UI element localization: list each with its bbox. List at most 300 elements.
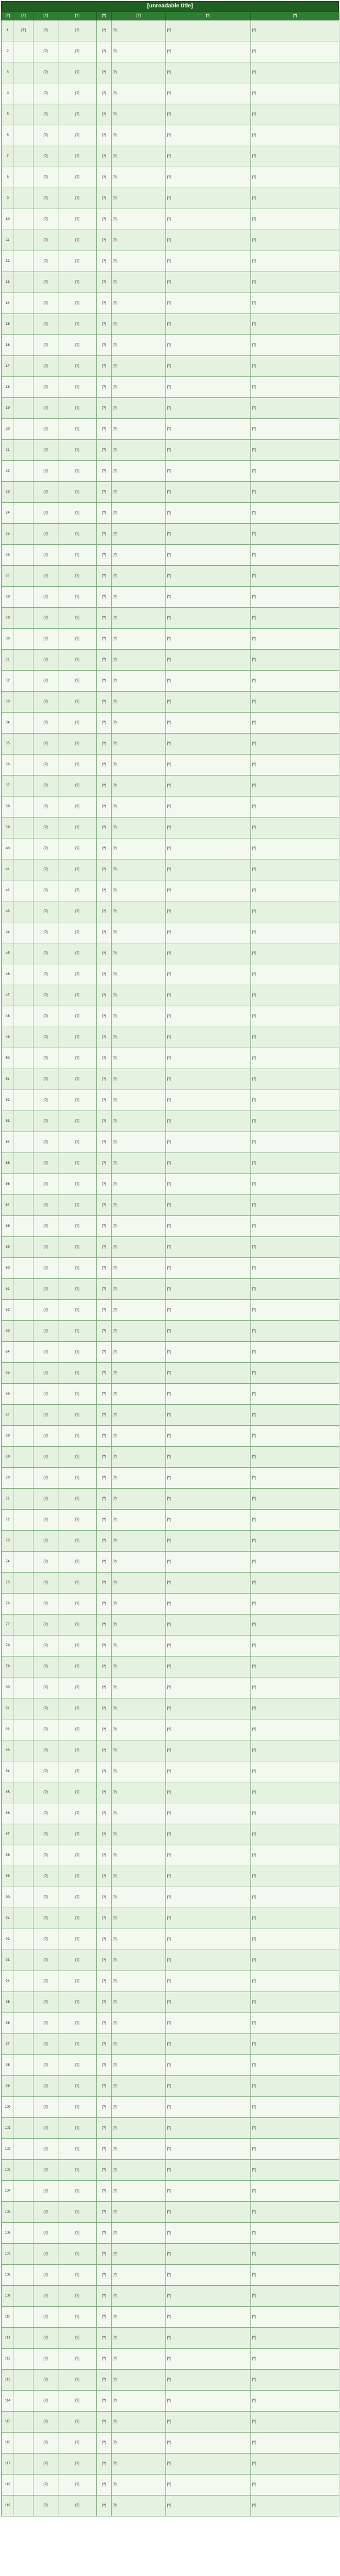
row-unit: [?] bbox=[112, 356, 166, 377]
row-number: 29 bbox=[2, 608, 14, 629]
row-age: [?] bbox=[97, 713, 112, 734]
table-row bbox=[2, 2181, 339, 2202]
row-contact: [?] bbox=[58, 440, 97, 461]
row-contact: [?] bbox=[58, 964, 97, 985]
row-age: [?] bbox=[97, 1740, 112, 1761]
row-unit: [?] bbox=[112, 167, 166, 188]
row-unit: [?] bbox=[112, 2013, 166, 2034]
row-focus: [?] bbox=[251, 2160, 339, 2181]
row-contact: [?] bbox=[58, 104, 97, 125]
row-name: [?] bbox=[33, 1719, 58, 1740]
row-unit: [?] bbox=[112, 2433, 166, 2454]
row-county bbox=[14, 209, 33, 230]
row-unit: [?] bbox=[112, 62, 166, 83]
row-county bbox=[14, 83, 33, 104]
row-unit: [?] bbox=[112, 1426, 166, 1447]
row-unit: [?] bbox=[112, 1258, 166, 1279]
row-number: 97 bbox=[2, 2034, 14, 2055]
row-number: 10 bbox=[2, 209, 14, 230]
row-county bbox=[14, 1405, 33, 1426]
row-number: 5 bbox=[2, 104, 14, 125]
row-contact: [?] bbox=[58, 125, 97, 146]
row-time: [?] bbox=[166, 1510, 251, 1531]
table-row bbox=[2, 650, 339, 671]
row-number: 85 bbox=[2, 1782, 14, 1803]
table-row bbox=[2, 83, 339, 104]
document-sheet bbox=[1, 1, 339, 2516]
row-number: 52 bbox=[2, 1090, 14, 1111]
row-county bbox=[14, 1174, 33, 1195]
row-number: 35 bbox=[2, 734, 14, 755]
row-time: [?] bbox=[166, 755, 251, 776]
row-focus: [?] bbox=[251, 1992, 339, 2013]
table-row bbox=[2, 1447, 339, 1468]
row-focus: [?] bbox=[251, 524, 339, 545]
row-county bbox=[14, 2286, 33, 2307]
row-number: 96 bbox=[2, 2013, 14, 2034]
row-focus: [?] bbox=[251, 1405, 339, 1426]
row-contact: [?] bbox=[58, 2118, 97, 2139]
row-contact: [?] bbox=[58, 1531, 97, 1552]
table-row bbox=[2, 314, 339, 335]
row-county bbox=[14, 419, 33, 440]
row-number: 71 bbox=[2, 1489, 14, 1510]
row-contact: [?] bbox=[58, 1552, 97, 1573]
row-unit: [?] bbox=[112, 2496, 166, 2516]
row-name: [?] bbox=[33, 2307, 58, 2328]
row-focus: [?] bbox=[251, 2244, 339, 2265]
row-time: [?] bbox=[166, 1258, 251, 1279]
table-row bbox=[2, 398, 339, 419]
row-focus: [?] bbox=[251, 1866, 339, 1887]
row-county: [?] bbox=[14, 20, 33, 41]
row-county bbox=[14, 398, 33, 419]
row-focus: [?] bbox=[251, 461, 339, 482]
row-contact: [?] bbox=[58, 1866, 97, 1887]
row-focus: [?] bbox=[251, 2370, 339, 2391]
row-contact: [?] bbox=[58, 1719, 97, 1740]
row-county bbox=[14, 650, 33, 671]
row-focus: [?] bbox=[251, 146, 339, 167]
row-time: [?] bbox=[166, 83, 251, 104]
table-row bbox=[2, 1069, 339, 1090]
table-header-row bbox=[2, 12, 339, 20]
row-number: 50 bbox=[2, 1048, 14, 1069]
row-unit: [?] bbox=[112, 1216, 166, 1237]
row-number: 38 bbox=[2, 796, 14, 817]
row-county bbox=[14, 1740, 33, 1761]
row-time: [?] bbox=[166, 461, 251, 482]
table-row bbox=[2, 1237, 339, 1258]
row-number: 61 bbox=[2, 1279, 14, 1300]
row-county bbox=[14, 901, 33, 922]
row-county bbox=[14, 1866, 33, 1887]
row-contact: [?] bbox=[58, 1489, 97, 1510]
table-row bbox=[2, 2202, 339, 2223]
row-county bbox=[14, 587, 33, 608]
table-row bbox=[2, 1803, 339, 1824]
row-focus: [?] bbox=[251, 2412, 339, 2433]
row-unit: [?] bbox=[112, 1027, 166, 1048]
table-row bbox=[2, 356, 339, 377]
row-focus: [?] bbox=[251, 293, 339, 314]
row-number: 72 bbox=[2, 1510, 14, 1531]
row-contact: [?] bbox=[58, 880, 97, 901]
row-county bbox=[14, 566, 33, 587]
row-name: [?] bbox=[33, 2286, 58, 2307]
row-county bbox=[14, 2013, 33, 2034]
row-age: [?] bbox=[97, 985, 112, 1006]
row-unit: [?] bbox=[112, 272, 166, 293]
row-focus: [?] bbox=[251, 1195, 339, 1216]
row-number: 95 bbox=[2, 1992, 14, 2013]
table-row bbox=[2, 62, 339, 83]
row-age: [?] bbox=[97, 251, 112, 272]
row-contact: [?] bbox=[58, 629, 97, 650]
row-focus: [?] bbox=[251, 2118, 339, 2139]
row-focus: [?] bbox=[251, 1719, 339, 1740]
row-contact: [?] bbox=[58, 1237, 97, 1258]
row-age: [?] bbox=[97, 482, 112, 503]
row-age: [?] bbox=[97, 2139, 112, 2160]
row-contact: [?] bbox=[58, 251, 97, 272]
row-focus: [?] bbox=[251, 859, 339, 880]
row-age: [?] bbox=[97, 1761, 112, 1782]
row-unit: [?] bbox=[112, 2055, 166, 2076]
row-time: [?] bbox=[166, 2097, 251, 2118]
row-number: 30 bbox=[2, 629, 14, 650]
row-name: [?] bbox=[33, 1006, 58, 1027]
row-contact: [?] bbox=[58, 2139, 97, 2160]
row-unit: [?] bbox=[112, 1992, 166, 2013]
row-unit: [?] bbox=[112, 1468, 166, 1489]
row-contact: [?] bbox=[58, 1069, 97, 1090]
row-number: 11 bbox=[2, 230, 14, 251]
row-contact: [?] bbox=[58, 2286, 97, 2307]
table-row bbox=[2, 2307, 339, 2328]
row-unit: [?] bbox=[112, 1845, 166, 1866]
row-unit: [?] bbox=[112, 2034, 166, 2055]
row-focus: [?] bbox=[251, 1132, 339, 1153]
row-unit: [?] bbox=[112, 1195, 166, 1216]
row-number: 7 bbox=[2, 146, 14, 167]
row-contact: [?] bbox=[58, 2412, 97, 2433]
row-name: [?] bbox=[33, 2013, 58, 2034]
row-county bbox=[14, 461, 33, 482]
table-row bbox=[2, 985, 339, 1006]
table-row bbox=[2, 1426, 339, 1447]
table-row bbox=[2, 1929, 339, 1950]
row-number: 70 bbox=[2, 1468, 14, 1489]
row-number: 112 bbox=[2, 2349, 14, 2370]
row-age: [?] bbox=[97, 755, 112, 776]
row-number: 99 bbox=[2, 2076, 14, 2097]
row-focus: [?] bbox=[251, 1069, 339, 1090]
row-age: [?] bbox=[97, 83, 112, 104]
table-row bbox=[2, 2055, 339, 2076]
row-time: [?] bbox=[166, 1531, 251, 1552]
row-county bbox=[14, 2370, 33, 2391]
row-county bbox=[14, 1761, 33, 1782]
row-focus: [?] bbox=[251, 209, 339, 230]
table-row bbox=[2, 608, 339, 629]
row-number: 2 bbox=[2, 41, 14, 62]
row-time: [?] bbox=[166, 1887, 251, 1908]
row-focus: [?] bbox=[251, 482, 339, 503]
row-county bbox=[14, 2181, 33, 2202]
row-unit: [?] bbox=[112, 901, 166, 922]
row-county bbox=[14, 1027, 33, 1048]
row-name: [?] bbox=[33, 146, 58, 167]
row-number: 102 bbox=[2, 2139, 14, 2160]
row-focus: [?] bbox=[251, 1279, 339, 1300]
column-header: [?] bbox=[14, 12, 33, 20]
row-unit: [?] bbox=[112, 1656, 166, 1677]
row-contact: [?] bbox=[58, 1761, 97, 1782]
row-age: [?] bbox=[97, 1300, 112, 1321]
row-age: [?] bbox=[97, 1384, 112, 1405]
row-age: [?] bbox=[97, 1006, 112, 1027]
row-unit: [?] bbox=[112, 1803, 166, 1824]
table-body bbox=[2, 20, 339, 2516]
table-row bbox=[2, 1573, 339, 1594]
row-focus: [?] bbox=[251, 692, 339, 713]
row-unit: [?] bbox=[112, 20, 166, 41]
table-row bbox=[2, 1636, 339, 1656]
row-time: [?] bbox=[166, 1237, 251, 1258]
row-unit: [?] bbox=[112, 734, 166, 755]
row-age: [?] bbox=[97, 1845, 112, 1866]
row-age: [?] bbox=[97, 796, 112, 817]
row-contact: [?] bbox=[58, 377, 97, 398]
row-contact: [?] bbox=[58, 83, 97, 104]
row-number: 43 bbox=[2, 901, 14, 922]
row-number: 16 bbox=[2, 335, 14, 356]
row-time: [?] bbox=[166, 104, 251, 125]
row-county bbox=[14, 251, 33, 272]
row-time: [?] bbox=[166, 1824, 251, 1845]
row-name: [?] bbox=[33, 1803, 58, 1824]
row-age: [?] bbox=[97, 922, 112, 943]
row-county bbox=[14, 2454, 33, 2475]
row-unit: [?] bbox=[112, 1971, 166, 1992]
row-contact: [?] bbox=[58, 1090, 97, 1111]
row-unit: [?] bbox=[112, 964, 166, 985]
row-number: 119 bbox=[2, 2496, 14, 2516]
row-county bbox=[14, 2391, 33, 2412]
table-row bbox=[2, 1824, 339, 1845]
row-contact: [?] bbox=[58, 1887, 97, 1908]
row-age: [?] bbox=[97, 1677, 112, 1698]
row-county bbox=[14, 1929, 33, 1950]
row-contact: [?] bbox=[58, 1111, 97, 1132]
table-row bbox=[2, 272, 339, 293]
row-number: 8 bbox=[2, 167, 14, 188]
row-age: [?] bbox=[97, 566, 112, 587]
row-name: [?] bbox=[33, 1866, 58, 1887]
row-age: [?] bbox=[97, 1111, 112, 1132]
row-focus: [?] bbox=[251, 1782, 339, 1803]
row-focus: [?] bbox=[251, 2265, 339, 2286]
row-contact: [?] bbox=[58, 1300, 97, 1321]
row-contact: [?] bbox=[58, 1782, 97, 1803]
row-contact: [?] bbox=[58, 503, 97, 524]
table-row bbox=[2, 41, 339, 62]
row-focus: [?] bbox=[251, 2475, 339, 2496]
table-row bbox=[2, 1279, 339, 1300]
row-name: [?] bbox=[33, 62, 58, 83]
row-number: 91 bbox=[2, 1908, 14, 1929]
row-time: [?] bbox=[166, 713, 251, 734]
row-time: [?] bbox=[166, 1761, 251, 1782]
row-name: [?] bbox=[33, 503, 58, 524]
row-age: [?] bbox=[97, 1552, 112, 1573]
row-contact: [?] bbox=[58, 1677, 97, 1698]
row-name: [?] bbox=[33, 1761, 58, 1782]
table-row bbox=[2, 1698, 339, 1719]
row-county bbox=[14, 2055, 33, 2076]
row-county bbox=[14, 2034, 33, 2055]
table-row bbox=[2, 2223, 339, 2244]
row-name: [?] bbox=[33, 230, 58, 251]
row-name: [?] bbox=[33, 293, 58, 314]
row-contact: [?] bbox=[58, 1027, 97, 1048]
row-age: [?] bbox=[97, 901, 112, 922]
row-number: 33 bbox=[2, 692, 14, 713]
row-number: 31 bbox=[2, 650, 14, 671]
row-unit: [?] bbox=[112, 922, 166, 943]
table-row bbox=[2, 377, 339, 398]
row-name: [?] bbox=[33, 1573, 58, 1594]
row-time: [?] bbox=[166, 776, 251, 796]
row-focus: [?] bbox=[251, 1845, 339, 1866]
row-focus: [?] bbox=[251, 398, 339, 419]
row-name: [?] bbox=[33, 209, 58, 230]
table-row bbox=[2, 1258, 339, 1279]
row-name: [?] bbox=[33, 1929, 58, 1950]
row-time: [?] bbox=[166, 2013, 251, 2034]
row-number: 109 bbox=[2, 2286, 14, 2307]
row-number: 117 bbox=[2, 2454, 14, 2475]
row-contact: [?] bbox=[58, 796, 97, 817]
row-unit: [?] bbox=[112, 2286, 166, 2307]
row-time: [?] bbox=[166, 629, 251, 650]
row-county bbox=[14, 1006, 33, 1027]
row-unit: [?] bbox=[112, 2139, 166, 2160]
row-number: 47 bbox=[2, 985, 14, 1006]
row-age: [?] bbox=[97, 692, 112, 713]
row-unit: [?] bbox=[112, 1384, 166, 1405]
row-name: [?] bbox=[33, 2412, 58, 2433]
row-county bbox=[14, 1279, 33, 1300]
table-row bbox=[2, 2139, 339, 2160]
row-name: [?] bbox=[33, 1992, 58, 2013]
row-age: [?] bbox=[97, 2391, 112, 2412]
row-county bbox=[14, 2244, 33, 2265]
table-row bbox=[2, 1027, 339, 1048]
row-county bbox=[14, 1992, 33, 2013]
row-focus: [?] bbox=[251, 1111, 339, 1132]
row-time: [?] bbox=[166, 167, 251, 188]
row-number: 63 bbox=[2, 1321, 14, 1342]
column-header: [?] bbox=[97, 12, 112, 20]
row-age: [?] bbox=[97, 1447, 112, 1468]
row-number: 45 bbox=[2, 943, 14, 964]
row-contact: [?] bbox=[58, 1447, 97, 1468]
row-number: 39 bbox=[2, 817, 14, 838]
row-time: [?] bbox=[166, 1677, 251, 1698]
row-name: [?] bbox=[33, 692, 58, 713]
row-contact: [?] bbox=[58, 335, 97, 356]
row-name: [?] bbox=[33, 1677, 58, 1698]
row-number: 14 bbox=[2, 293, 14, 314]
row-age: [?] bbox=[97, 545, 112, 566]
row-focus: [?] bbox=[251, 1048, 339, 1069]
table-row bbox=[2, 1866, 339, 1887]
row-contact: [?] bbox=[58, 692, 97, 713]
row-contact: [?] bbox=[58, 1258, 97, 1279]
row-number: 84 bbox=[2, 1761, 14, 1782]
row-focus: [?] bbox=[251, 1594, 339, 1615]
row-county bbox=[14, 713, 33, 734]
row-age: [?] bbox=[97, 293, 112, 314]
row-county bbox=[14, 1048, 33, 1069]
row-unit: [?] bbox=[112, 2202, 166, 2223]
row-unit: [?] bbox=[112, 1132, 166, 1153]
row-age: [?] bbox=[97, 209, 112, 230]
row-number: 98 bbox=[2, 2055, 14, 2076]
row-county bbox=[14, 1552, 33, 1573]
row-county bbox=[14, 1237, 33, 1258]
row-focus: [?] bbox=[251, 2013, 339, 2034]
row-focus: [?] bbox=[251, 335, 339, 356]
row-name: [?] bbox=[33, 1405, 58, 1426]
row-age: [?] bbox=[97, 1824, 112, 1845]
row-contact: [?] bbox=[58, 482, 97, 503]
row-county bbox=[14, 1258, 33, 1279]
row-focus: [?] bbox=[251, 2454, 339, 2475]
row-time: [?] bbox=[166, 545, 251, 566]
row-name: [?] bbox=[33, 964, 58, 985]
row-county bbox=[14, 796, 33, 817]
row-focus: [?] bbox=[251, 41, 339, 62]
row-time: [?] bbox=[166, 41, 251, 62]
row-focus: [?] bbox=[251, 272, 339, 293]
row-age: [?] bbox=[97, 503, 112, 524]
row-age: [?] bbox=[97, 314, 112, 335]
row-age: [?] bbox=[97, 377, 112, 398]
row-name: [?] bbox=[33, 2433, 58, 2454]
row-number: 48 bbox=[2, 1006, 14, 1027]
row-focus: [?] bbox=[251, 230, 339, 251]
row-focus: [?] bbox=[251, 880, 339, 901]
row-unit: [?] bbox=[112, 545, 166, 566]
table-row bbox=[2, 1510, 339, 1531]
row-contact: [?] bbox=[58, 671, 97, 692]
row-number: 80 bbox=[2, 1677, 14, 1698]
row-contact: [?] bbox=[58, 1426, 97, 1447]
row-name: [?] bbox=[33, 1698, 58, 1719]
row-age: [?] bbox=[97, 1803, 112, 1824]
row-time: [?] bbox=[166, 734, 251, 755]
row-name: [?] bbox=[33, 1384, 58, 1405]
row-focus: [?] bbox=[251, 901, 339, 922]
row-number: 57 bbox=[2, 1195, 14, 1216]
row-unit: [?] bbox=[112, 335, 166, 356]
row-time: [?] bbox=[166, 1950, 251, 1971]
row-number: 34 bbox=[2, 713, 14, 734]
row-number: 111 bbox=[2, 2328, 14, 2349]
